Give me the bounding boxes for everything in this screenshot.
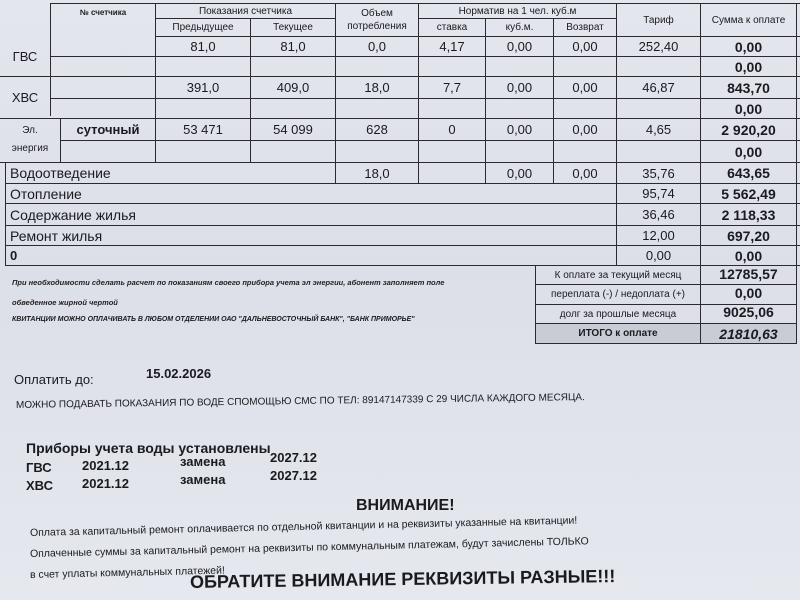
total-current-value: 12785,57 — [719, 266, 778, 282]
header-curr: Текущее — [273, 22, 313, 33]
meters-title: Приборы учета воды установлены — [26, 440, 271, 456]
meter-gvs-replace-label: замена — [180, 454, 226, 469]
heating-sum: 5 562,49 — [721, 185, 776, 202]
row-label-heating: Отопление — [10, 185, 82, 202]
overpay-label: переплата (-) / недоплата (+) — [551, 289, 685, 300]
header-readings: Показания счетчика — [198, 5, 293, 17]
attention-line-3: в счет уплаты коммунальных платежей! — [29, 564, 225, 581]
gvs-tariff: 252,40 — [638, 39, 679, 54]
note-bank: КВИТАНЦИИ МОЖНО ОПЛАЧИВАТЬ В ЛЮБОМ ОТДЕЛЕНИИ ОАО "ДАЛЬНЕВОСТОЧНЫЙ БАНК", "БАНК ПРИМОРЬЕ" — [12, 316, 415, 323]
el-curr: 54 099 — [273, 122, 313, 137]
meter-hvs-installed: 2021.12 — [82, 476, 129, 491]
zero-tariff: 0,00 — [645, 248, 672, 263]
el-cubm: 0,00 — [506, 122, 533, 137]
gvs-sum: 0,00 — [734, 38, 763, 55]
gvs-sum-2: 0,00 — [734, 58, 763, 75]
row-label-zero: 0 — [10, 248, 18, 263]
gvs-volume: 0,0 — [367, 39, 387, 54]
hvs-volume: 18,0 — [364, 80, 390, 95]
header-cubm: куб.м. — [505, 22, 534, 33]
repair-sum: 697,20 — [727, 227, 770, 244]
el-refund: 0,00 — [572, 122, 598, 137]
el-sum: 2 920,20 — [721, 121, 776, 138]
maintenance-sum: 2 118,33 — [721, 206, 776, 223]
el-prev: 53 471 — [183, 122, 223, 137]
drain-tariff: 35,76 — [642, 165, 675, 181]
hvs-cubm: 0,00 — [506, 80, 533, 95]
gvs-prev: 81,0 — [190, 39, 216, 54]
hvs-rate: 7,7 — [442, 80, 462, 95]
header-prev: Предыдущее — [172, 22, 234, 33]
row-label-el-2: энергия — [11, 142, 49, 154]
gvs-curr: 81,0 — [280, 39, 306, 54]
hvs-sum-2: 0,00 — [734, 100, 763, 117]
note-bold-line: обведенное жирной чертой — [12, 298, 118, 307]
attention-title: ВНИМАНИЕ! — [356, 497, 455, 514]
meter-hvs-replace: 2027.12 — [270, 468, 317, 483]
header-meter-no: № счетчика — [79, 7, 127, 17]
zero-sum: 0,00 — [734, 247, 763, 264]
drain-refund: 0,00 — [572, 165, 598, 181]
gvs-rate: 4,17 — [439, 39, 465, 54]
header-refund: Возврат — [566, 22, 604, 33]
due-label: Оплатить до: — [14, 372, 94, 387]
row-label-repair: Ремонт жилья — [10, 227, 103, 244]
note-meter-calc: При необходимости сделать расчет по показаниям своего прибора учета эл энергии, абонент заполняет поле — [12, 278, 445, 287]
grand-total-label: ИТОГО к оплате — [536, 324, 700, 343]
heating-tariff: 95,74 — [642, 186, 675, 201]
attention-footer: ОБРАТИТЕ ВНИМАНИЕ РЕКВИЗИТЫ РАЗНЫЕ!!! — [189, 566, 616, 592]
header-norm: Норматив на 1 чел. куб.м — [458, 5, 577, 17]
due-date: 15.02.2026 — [146, 366, 212, 381]
el-volume: 628 — [366, 122, 388, 137]
meter-gvs-replace: 2027.12 — [270, 450, 317, 465]
gvs-refund: 0,00 — [572, 39, 598, 54]
maintenance-tariff: 36,46 — [642, 207, 675, 222]
meter-gvs-installed: 2021.12 — [82, 458, 129, 473]
hvs-prev: 391,0 — [186, 80, 220, 95]
el-rate: 0 — [448, 122, 456, 137]
row-label-hvs: ХВС — [11, 90, 39, 105]
gvs-cubm: 0,00 — [506, 39, 533, 54]
el-tariff: 4,65 — [645, 122, 672, 137]
el-sum-2: 0,00 — [734, 143, 763, 160]
header-sum: Сумма к оплате — [711, 14, 786, 26]
attention-line-2: Оплаченные суммы за капитальный ремонт на реквизиты по коммунальным платежам, будут зачислены ТОЛЬКО — [29, 535, 589, 560]
hvs-tariff: 46,87 — [642, 80, 675, 95]
meter-hvs-type: ХВС — [26, 478, 53, 493]
attention-line-1: Оплата за капитальный ремонт оплачивается по отдельной квитанции и на реквизиты указанные на квитанции! — [29, 514, 578, 539]
row-label-drain: Водоотведение — [10, 165, 111, 181]
drain-cubm: 0,00 — [506, 165, 533, 181]
row-label-gvs: ГВС — [12, 49, 38, 64]
header-volume: Объем потребления — [347, 8, 407, 32]
row-label-maintenance: Содержание жилья — [10, 206, 136, 223]
overpay-value: 0,00 — [734, 285, 763, 301]
header-tariff: Тариф — [643, 14, 674, 26]
hvs-sum: 843,70 — [727, 79, 770, 96]
total-current-label: К оплате за текущий месяц — [554, 269, 682, 281]
meter-gvs-type: ГВС — [26, 460, 52, 475]
repair-tariff: 12,00 — [642, 228, 675, 243]
row-label-el-1: Эл. — [22, 124, 38, 136]
header-rate: ставка — [436, 22, 468, 33]
drain-sum: 643,65 — [727, 165, 770, 181]
debt-value: 9025,06 — [723, 304, 774, 320]
sms-note: МОЖНО ПОДАВАТЬ ПОКАЗАНИЯ ПО ВОДЕ СПОМОЩЬЮ СМС ПО ТЕЛ: 89147147339 С 29 ЧИСЛА КАЖДОГО МЕСЯЦА. — [15, 392, 585, 411]
hvs-refund: 0,00 — [572, 80, 598, 95]
drain-volume: 18,0 — [364, 165, 390, 181]
meter-hvs-replace-label: замена — [180, 472, 226, 487]
grand-total-value: 21810,63 — [701, 324, 796, 343]
debt-label: долг за прошлые месяца — [559, 308, 677, 320]
hvs-curr: 409,0 — [276, 80, 310, 95]
el-meter-type: суточный — [76, 122, 140, 137]
